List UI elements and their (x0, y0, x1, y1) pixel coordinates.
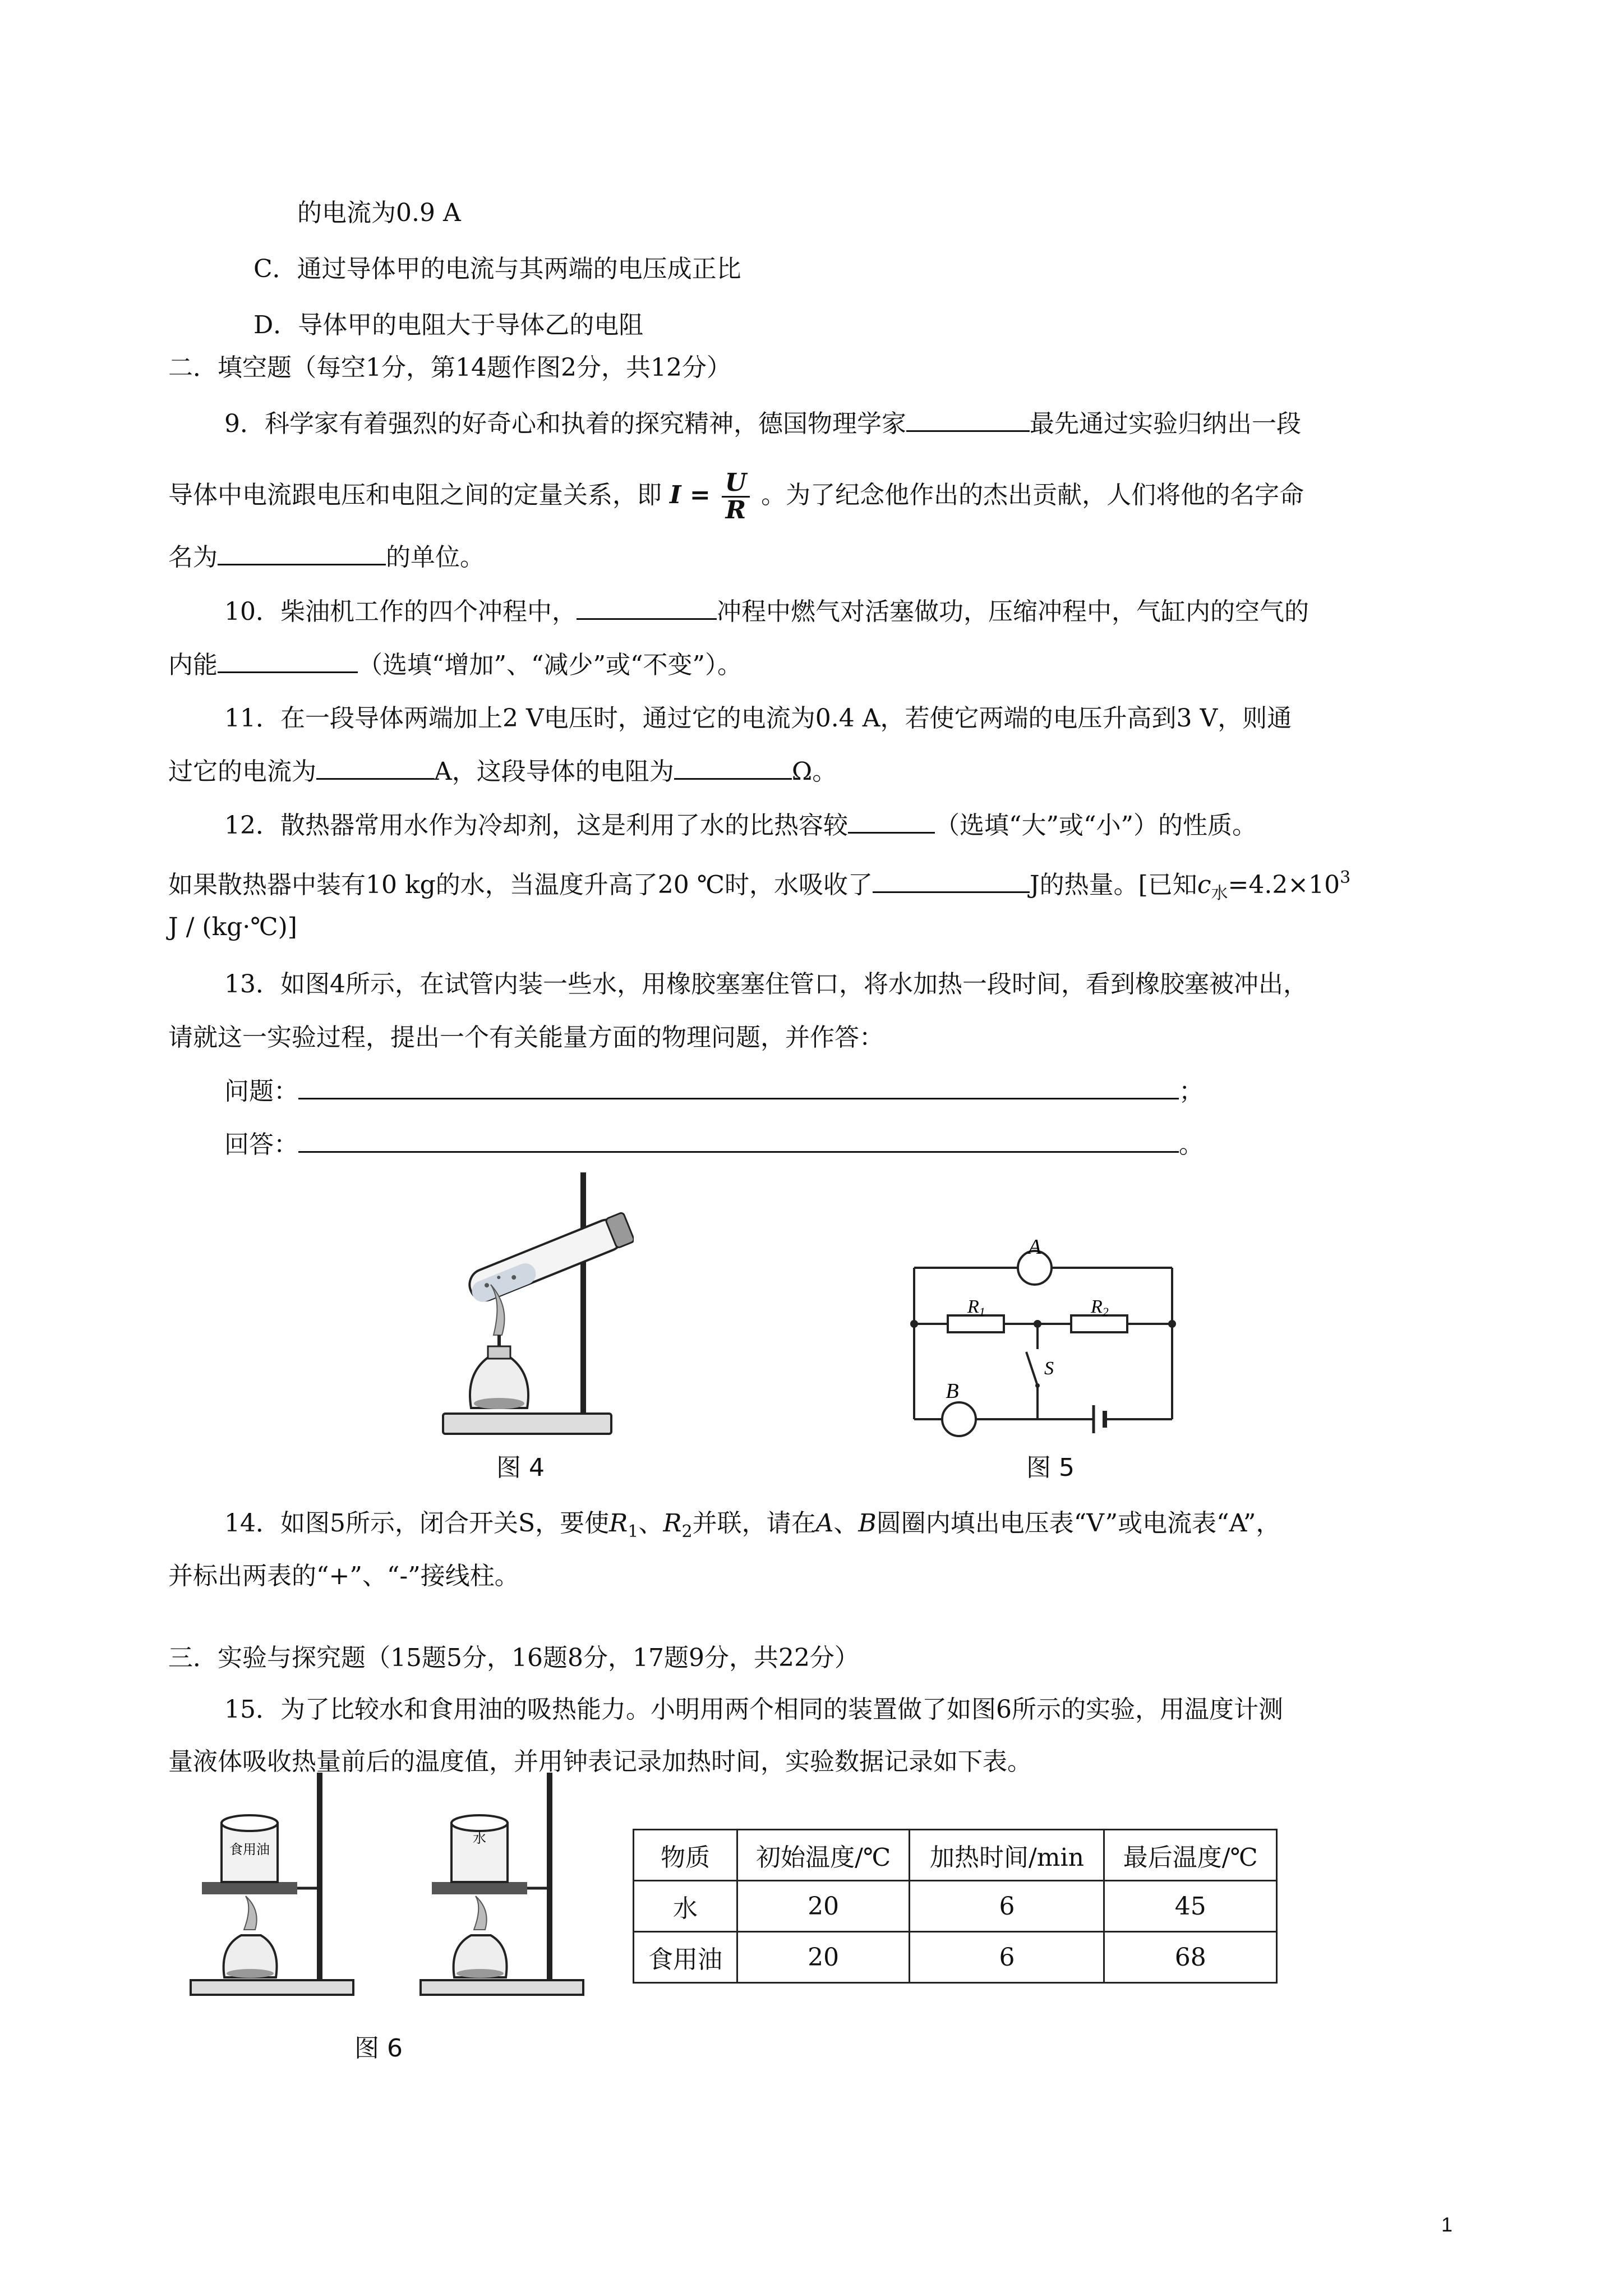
table-cell: 68 (1104, 1932, 1277, 1983)
q11-text-3: A，这段导体的电阻为 (434, 757, 674, 786)
q14-sep: 、 (638, 1509, 663, 1538)
q10-text-1: 10．柴油机工作的四个冲程中， (224, 597, 577, 626)
q14-a: A (815, 1509, 834, 1538)
table-header-cell: 加热时间/min (910, 1830, 1104, 1881)
q15-line1: 15．为了比较水和食用油的吸热能力。小明用两个相同的装置做了如图6所示的实验，用温度计测 (224, 1695, 1283, 1724)
resistor-r1 (948, 1315, 1004, 1332)
q12-line1 (224, 809, 1257, 841)
q9-formula-denominator: R (725, 496, 746, 524)
beaker-water-label: 水 (473, 1830, 486, 1846)
q13-question-row (224, 1075, 1204, 1107)
meter-b-circle[interactable] (942, 1402, 976, 1436)
stand-base (443, 1414, 611, 1434)
resistor-r2-letter: R (1091, 1296, 1103, 1317)
figure-6-heating-setups (185, 1767, 589, 2003)
q13-question-end: ； (1179, 1077, 1204, 1106)
q9-text-6: 的单位。 (386, 543, 485, 572)
q9-text-1: 9．科学家有着强烈的好奇心和执着的探究精神，德国物理学家 (224, 409, 906, 438)
resistor-r1-letter: R (967, 1296, 979, 1317)
q11-line2 (168, 756, 837, 788)
table-cell: 6 (910, 1932, 1104, 1983)
q14-text-3: 圆圈内填出电压表“V”或电流表“A”， (876, 1509, 1281, 1538)
q12-line2 (168, 862, 1350, 909)
q8-option-d: D．导体甲的电阻大于导体乙的电阻 (253, 311, 644, 339)
switch-blade (1026, 1352, 1038, 1386)
switch-label: S (1044, 1358, 1054, 1379)
meter-a-label: A (1028, 1235, 1041, 1259)
resistor-r1-label (967, 1296, 985, 1319)
table-header-row (634, 1830, 1277, 1881)
q10-text-3: 内能 (168, 651, 218, 679)
q12-blank-heat[interactable] (873, 869, 1030, 893)
q9-formula-fraction (722, 470, 750, 523)
section3-title: 三．实验与探究题（15题5分，16题8分，17题9分，共22分） (168, 1644, 859, 1672)
experiment-data-table (633, 1829, 1278, 1984)
junction-left (910, 1320, 918, 1328)
table-cell: 食用油 (634, 1932, 737, 1983)
q12-text-5: =4.2×10 (1228, 871, 1340, 899)
table-header-cell: 物质 (634, 1830, 737, 1881)
q10-text-2: 冲程中燃气对活塞做功，压缩冲程中，气缸内的空气的 (717, 597, 1309, 626)
q14-sep2: 、 (833, 1509, 859, 1538)
table-cell: 20 (737, 1881, 909, 1932)
q10-blank-stroke[interactable] (577, 596, 717, 620)
q10-blank-energy[interactable] (218, 649, 358, 673)
flame-oil (244, 1896, 257, 1930)
q8-option-c: C．通过导体甲的电流与其两端的电压成正比 (253, 255, 741, 283)
q9-blank-scientist[interactable] (906, 408, 1030, 432)
q14-r2: R (663, 1509, 682, 1538)
resistor-r2-label (1090, 1296, 1109, 1319)
q12-text-2: （选填“大”或“小”）的性质。 (935, 811, 1257, 840)
q14-r1: R (609, 1509, 628, 1538)
q9-line1 (224, 408, 1301, 440)
figure-6-caption: 图 6 (354, 2034, 403, 2063)
q15-line2: 量液体吸收热量前后的温度值，并用钟表记录加热时间，实验数据记录如下表。 (168, 1747, 1032, 1776)
figure-5-circuit (897, 1200, 1211, 1481)
setup-water (421, 1773, 583, 1995)
q10-text-4: （选填“增加”、“减少”或“不变”）。 (358, 651, 742, 679)
q8-text-tail: 的电流为0.9 A (297, 199, 461, 227)
q11-text-4: Ω。 (791, 757, 837, 786)
q14-r2-sub: 2 (681, 1522, 693, 1542)
table-cell: 20 (737, 1932, 909, 1983)
table-header-cell: 初始温度/℃ (737, 1830, 909, 1881)
beaker-oil-label: 食用油 (229, 1842, 270, 1857)
junction-right (1168, 1320, 1176, 1328)
q11-blank-current[interactable] (316, 756, 434, 780)
q11-text-2: 过它的电流为 (168, 757, 316, 786)
q14-line1 (224, 1508, 1280, 1548)
gauze-water (432, 1882, 527, 1894)
q13-answer-end: 。 (1179, 1130, 1204, 1159)
figure-5-caption: 图 5 (1026, 1453, 1075, 1482)
junction-middle (1034, 1320, 1041, 1328)
figure-4-caption: 图 4 (496, 1453, 545, 1482)
q12-c-subscript: 水 (1211, 884, 1228, 903)
q14-text-2: 并联，请在 (692, 1509, 816, 1538)
q9-text-4: 。为了纪念他作出的杰出贡献，人们将他的名字命 (761, 481, 1304, 509)
section2-title: 二．填空题（每空1分，第14题作图2分，共12分） (168, 353, 731, 382)
table-cell: 水 (634, 1881, 737, 1932)
q12-text-3: 如果散热器中装有10 kg的水，当温度升高了20 ℃时，水吸收了 (168, 871, 873, 899)
q11-blank-resistance[interactable] (674, 756, 792, 780)
q13-answer-row (224, 1129, 1204, 1161)
setup-oil (191, 1773, 353, 1995)
q12-exponent: 3 (1340, 868, 1351, 887)
q12-line3: J / (kg·℃)] (168, 913, 297, 941)
table-row (634, 1932, 1277, 1983)
q13-line2: 请就这一实验过程，提出一个有关能量方面的物理问题，并作答： (168, 1023, 884, 1052)
table-row (634, 1881, 1277, 1932)
q12-blank-size[interactable] (848, 809, 935, 834)
q9-text-2: 最先通过实验归纳出一段 (1030, 409, 1301, 438)
test-tube (465, 1212, 634, 1305)
q12-text-1: 12．散热器常用水作为冷却剂，这是利用了水的比热容较 (224, 811, 848, 840)
figure-4-test-tube-apparatus (432, 1161, 634, 1442)
resistor-r2 (1071, 1315, 1127, 1332)
table-header-cell: 最后温度/℃ (1104, 1830, 1277, 1881)
q9-line3 (168, 541, 485, 573)
q13-line1: 13．如图4所示，在试管内装一些水，用橡胶塞塞住管口，将水加热一段时间，看到橡胶塞被冲出， (224, 970, 1308, 999)
q12-text-4: J的热量。[已知 (1030, 871, 1197, 899)
q13-answer-label: 回答： (224, 1130, 298, 1159)
q13-question-blank[interactable] (298, 1075, 1179, 1099)
resistor-r2-subscript: 2 (1102, 1305, 1109, 1319)
q9-text-3: 导体中电流跟电压和电阻之间的定量关系，即 (168, 481, 662, 509)
q9-formula-lhs: I = (670, 481, 711, 509)
q13-answer-blank[interactable] (298, 1129, 1179, 1153)
gauze-oil (202, 1882, 297, 1894)
table-cell: 45 (1104, 1881, 1277, 1932)
q9-text-5: 名为 (168, 543, 218, 572)
q9-line2 (168, 470, 1304, 523)
q10-line2 (168, 649, 742, 681)
q13-question-label: 问题： (224, 1077, 298, 1106)
flame-water (474, 1896, 487, 1930)
q14-line2: 并标出两表的“+”、“-”接线柱。 (168, 1562, 519, 1590)
q12-c-symbol: c (1197, 871, 1211, 899)
q11-line1: 11．在一段导体两端加上2 V电压时，通过它的电流为0.4 A，若使它两端的电压升高到3 V，则通 (224, 704, 1292, 733)
table-cell: 6 (910, 1881, 1104, 1932)
q10-line1 (224, 596, 1309, 628)
page-number: 1 (1441, 2213, 1453, 2236)
q9-formula-numerator: U (722, 470, 750, 498)
q14-b: B (858, 1509, 877, 1538)
q14-r1-sub: 1 (628, 1522, 639, 1542)
q9-blank-unit[interactable] (218, 541, 386, 565)
resistor-r1-subscript: 1 (979, 1305, 985, 1319)
meter-b-label: B (946, 1379, 959, 1403)
q14-text-1: 14．如图5所示，闭合开关S，要使 (224, 1509, 610, 1538)
